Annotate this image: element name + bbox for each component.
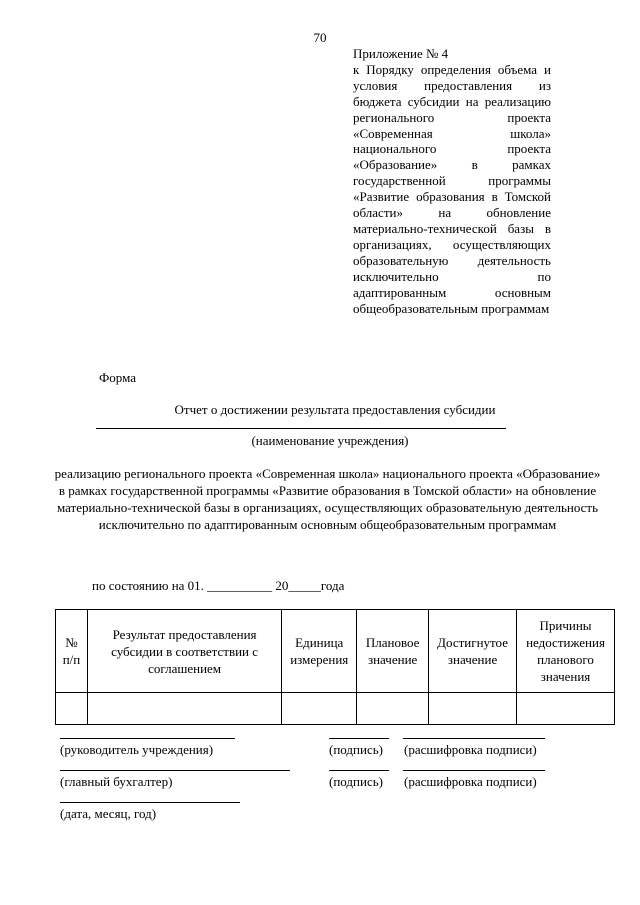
date-line [60, 802, 240, 803]
table-header-row [56, 610, 615, 693]
purpose-text: реализацию регионального проекта «Современная школа» национального проекта «Образование» в рамках государственной программы «Развитие образования в Томской области» на обновление материально-технической базы в организациях, осуществляющих образовательную деятельность исключительно по адаптированным основным общеобразовательным программам [54, 466, 601, 532]
table-cell[interactable] [282, 693, 357, 725]
head-decoding-line [403, 738, 545, 739]
report-table [55, 609, 615, 725]
table-header-cell: Причины недостижения планового значения [517, 610, 615, 693]
accountant-sign-line [329, 770, 389, 771]
report-title: Отчет о достижении результата предоставления субсидии [174, 402, 496, 417]
table-cell[interactable] [357, 693, 429, 725]
institution-name-line [96, 428, 506, 429]
table-header-cell: Плановое значение [357, 610, 429, 693]
head-decoding-caption: (расшифровка подписи) [404, 742, 537, 757]
head-sign-line [329, 738, 389, 739]
head-signature-caption: (подпись) [329, 742, 383, 757]
appendix-text: к Порядку определения объема и условия предоставления из бюджета субсидии на реализацию регионального проекта «Современная школа» национального проекта «Образование» в рамках государственной программы «Развитие образования в Томской области» на обновление материально-технической базы в организациях, осуществляющих образовательную деятельность исключительно по адаптированным основным общеобразовательным программам [353, 61, 551, 316]
table-row [56, 693, 615, 725]
as-of-date-line: по состоянию на 01. __________ 20_____года [92, 578, 345, 593]
page-number: 70 [313, 30, 327, 45]
table-header-cell: Достигнутое значение [429, 610, 517, 693]
accountant-decoding-caption: (расшифровка подписи) [404, 774, 537, 789]
form-label: Форма [99, 370, 136, 385]
head-signature-line [60, 738, 235, 739]
table-cell[interactable] [429, 693, 517, 725]
table-header-cell: Результат предоставления субсидии в соответствии с соглашением [87, 610, 281, 693]
accountant-signature-caption: (подпись) [329, 774, 383, 789]
table-cell[interactable] [517, 693, 615, 725]
table-cell[interactable] [56, 693, 88, 725]
date-label: (дата, месяц, год) [60, 806, 157, 821]
head-label: (руководитель учреждения) [60, 742, 214, 757]
table-cell[interactable] [87, 693, 281, 725]
appendix-title: Приложение № 4 [353, 46, 449, 61]
table-header-cell: № п/п [56, 610, 88, 693]
accountant-signature-line [60, 770, 290, 771]
appendix-block [353, 46, 551, 316]
institution-caption: (наименование учреждения) [251, 433, 409, 448]
accountant-decoding-line [403, 770, 545, 771]
table-header-cell: Единица измерения [282, 610, 357, 693]
accountant-label: (главный бухгалтер) [60, 774, 173, 789]
